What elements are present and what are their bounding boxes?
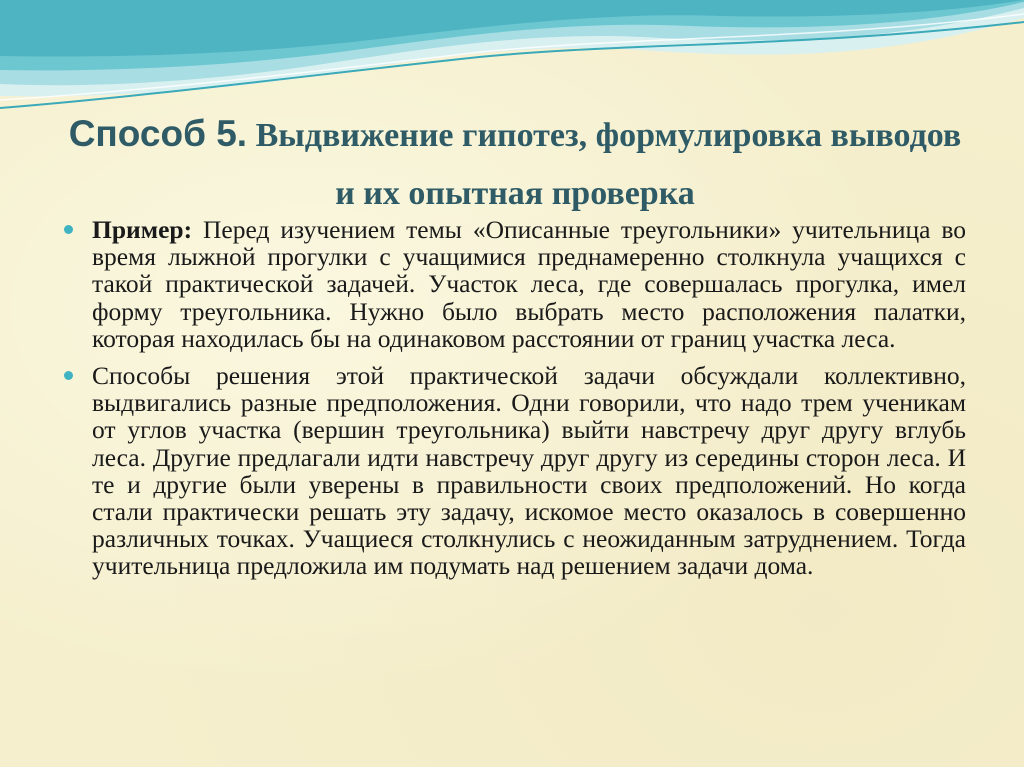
bullet-text: Способы решения этой практической задачи обсуждали коллективно, выдвигались разные предположения. Одни говорили, что надо трем ученикам от углов участка (вершин треугольника) выйти навстречу друг другу вглубь леса. Другие предлагали идти навстречу друг другу из середины сторон леса. И те и другие были уверены в правильности своих предположений. Но когда стали практически решать эту задачу, искомое место оказалось в совершенно различных точках. Учащиеся столкнулись с неожиданным затруднением. Тогда учительница предложила им подумать над решением задачи дома. [92, 361, 966, 581]
bullet-dot-icon [64, 225, 73, 234]
decorative-waves [0, 0, 1024, 120]
bullet-text: Перед изучением темы «Описанные треугольники» учительница во время лыжной прогулки с учащимися преднамеренно столкнула учащихся с такой практической задачей. Участок леса, где совершалась прогулка, имел форму треугольника. Нужно было выбрать место расположения палатки, которая находилась бы на одинаковом расстоянии от границ участка леса. [92, 215, 966, 353]
bullet-item [62, 362, 966, 580]
title-lead: Способ 5. [68, 113, 248, 154]
bullet-dot-icon [64, 371, 73, 380]
title-rest: Выдвижение гипотез, формулировка выводов и их опытная проверка [247, 117, 962, 212]
slide-body [62, 216, 966, 590]
slide-title [60, 108, 970, 226]
example-label: Пример: [92, 215, 193, 244]
bullet-item [62, 216, 966, 352]
